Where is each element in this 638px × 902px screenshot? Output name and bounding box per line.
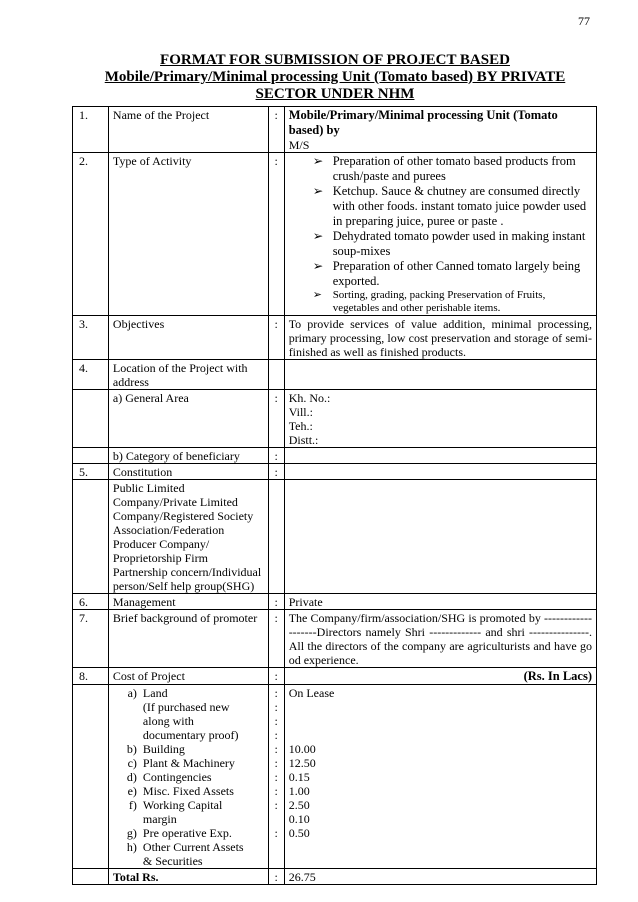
activity-item: ➢ Dehydrated tomato powder used in making instant soup-mixes [312, 229, 586, 258]
colon: : [268, 107, 284, 153]
row-total [73, 869, 597, 885]
row-cost-of-project [73, 668, 597, 685]
row-number: 8. [73, 668, 109, 685]
cost-values [284, 685, 596, 869]
cost-item: & Securities [142, 854, 203, 868]
title-line-1: FORMAT FOR SUBMISSION OF PROJECT BASED [160, 52, 510, 68]
cost-items-list [113, 686, 264, 868]
row-label: Cost of Project [108, 668, 268, 685]
row-label: Objectives [108, 316, 268, 360]
cost-value: 0.10 [288, 812, 310, 826]
cost-item: b) Building [126, 742, 185, 756]
row-number: 7. [73, 610, 109, 668]
activity-list-cell [284, 153, 596, 316]
cost-item: d) Contingencies [126, 770, 212, 784]
colon: : [268, 869, 284, 885]
row-label: Management [108, 594, 268, 610]
colon: : [268, 390, 284, 448]
cost-item: f) Working Capital [128, 798, 223, 812]
total-value: 26.75 [284, 869, 596, 885]
cost-unit: (Rs. In Lacs) [284, 668, 596, 685]
kh-no-field: Kh. No.: [288, 391, 331, 405]
activity-list [289, 154, 592, 315]
document-title [60, 52, 610, 103]
objectives-value: To provide services of value addition, minimal processing, primary processing, low cost preservation and storage of semi-finished as well as finished products. [284, 316, 596, 360]
cost-value: 1.00 [288, 784, 310, 798]
constitution-options [108, 480, 268, 594]
row-label: Brief background of promoter [108, 610, 268, 668]
row-label: Name of the Project [108, 107, 268, 153]
row-constitution [73, 464, 597, 480]
arrow-bullet-icon: ➢ [312, 229, 324, 243]
row-constitution-options [73, 480, 597, 594]
cost-item: e) Misc. Fixed Assets [127, 784, 234, 798]
row-number: 6. [73, 594, 109, 610]
cost-colons: : : : : : : : : : : [268, 685, 284, 869]
constitution-option: Company/Private Limited [112, 495, 238, 509]
row-number: 3. [73, 316, 109, 360]
activity-item: ➢ Preparation of other Canned tomato largely being exported. [312, 259, 581, 288]
project-name-value [284, 107, 596, 153]
vill-field: Vill.: [288, 405, 313, 419]
cost-item: h) Other Current Assets [126, 840, 244, 854]
cost-value: 2.50 [288, 798, 310, 812]
total-label: Total Rs. [108, 869, 268, 885]
colon: : [268, 448, 284, 464]
row-category-beneficiary [73, 448, 597, 464]
row-number: 5. [73, 464, 109, 480]
colon: : [268, 594, 284, 610]
colon: : [268, 153, 284, 316]
row-project-name [73, 107, 597, 153]
row-label: Type of Activity [108, 153, 268, 316]
arrow-bullet-icon: ➢ [312, 289, 322, 301]
row-cost-breakdown [73, 685, 597, 869]
general-area-label: a) General Area [108, 390, 268, 448]
cost-item: (If purchased new [142, 700, 230, 714]
constitution-option: Producer Company/ [112, 537, 210, 551]
cost-value: 0.15 [288, 770, 310, 784]
project-name-bold: Mobile/Primary/Minimal processing Unit (Tomato based) by [288, 108, 558, 137]
constitution-option: Association/Federation [112, 523, 225, 537]
constitution-option: Public Limited [112, 481, 185, 495]
cost-value: 10.00 [288, 742, 316, 756]
row-objectives [73, 316, 597, 360]
project-form-table [72, 106, 597, 885]
colon: : [268, 610, 284, 668]
row-number: 4. [73, 360, 109, 390]
row-general-area [73, 390, 597, 448]
colon: : [268, 464, 284, 480]
colon: : [268, 668, 284, 685]
distt-field: Distt.: [288, 433, 319, 447]
cost-item: along with [142, 714, 194, 728]
activity-item: ➢ Sorting, grading, packing Preservation of Fruits, vegetables and other perishable items. [312, 289, 546, 314]
row-number: 1. [73, 107, 109, 153]
cost-value: On Lease [288, 686, 335, 700]
cost-value: 12.50 [288, 756, 316, 770]
arrow-bullet-icon: ➢ [312, 184, 324, 198]
project-name-ms: M/S [288, 138, 310, 152]
cost-item: c) Plant & Machinery [127, 756, 235, 770]
colon: : [268, 316, 284, 360]
row-management [73, 594, 597, 610]
cost-items-cell [108, 685, 268, 869]
management-value: Private [284, 594, 596, 610]
arrow-bullet-icon: ➢ [312, 154, 324, 168]
constitution-option: Proprietorship Firm [112, 551, 208, 565]
row-type-of-activity [73, 153, 597, 316]
constitution-option: Partnership concern/Individual [112, 565, 262, 579]
cost-value: 0.50 [288, 826, 310, 840]
constitution-option: Company/Registered Society [112, 509, 254, 523]
arrow-bullet-icon: ➢ [312, 259, 324, 273]
row-number: 2. [73, 153, 109, 316]
row-label: Location of the Project with address [108, 360, 268, 390]
general-area-values [284, 390, 596, 448]
activity-item: ➢ Preparation of other tomato based products from crush/paste and purees [312, 154, 576, 183]
teh-field: Teh.: [288, 419, 313, 433]
cost-item: g) Pre operative Exp. [126, 826, 232, 840]
constitution-option: person/Self help group(SHG) [112, 579, 255, 593]
row-promoter-background [73, 610, 597, 668]
title-line-3: SECTOR UNDER NHM [255, 86, 415, 102]
cost-item: a) Land [127, 686, 168, 700]
category-beneficiary-label: b) Category of beneficiary [108, 448, 268, 464]
title-line-2: Mobile/Primary/Minimal processing Unit (Tomato based) BY PRIVATE [104, 69, 566, 85]
activity-item: ➢ Ketchup. Sauce & chutney are consumed directly with other foods. instant tomato juice powder used in preparing juice, puree or paste . [312, 184, 587, 228]
cost-item: documentary proof) [142, 728, 239, 742]
promoter-background-value: The Company/firm/association/SHG is promoted by -------------------Directors namely Shri ------------- and shri ---------------. All the directors of the company are agriculturists and have good experience. [284, 610, 596, 668]
row-label: Constitution [108, 464, 268, 480]
page-number: 77 [578, 14, 590, 28]
cost-item: margin [142, 812, 177, 826]
row-location [73, 360, 597, 390]
